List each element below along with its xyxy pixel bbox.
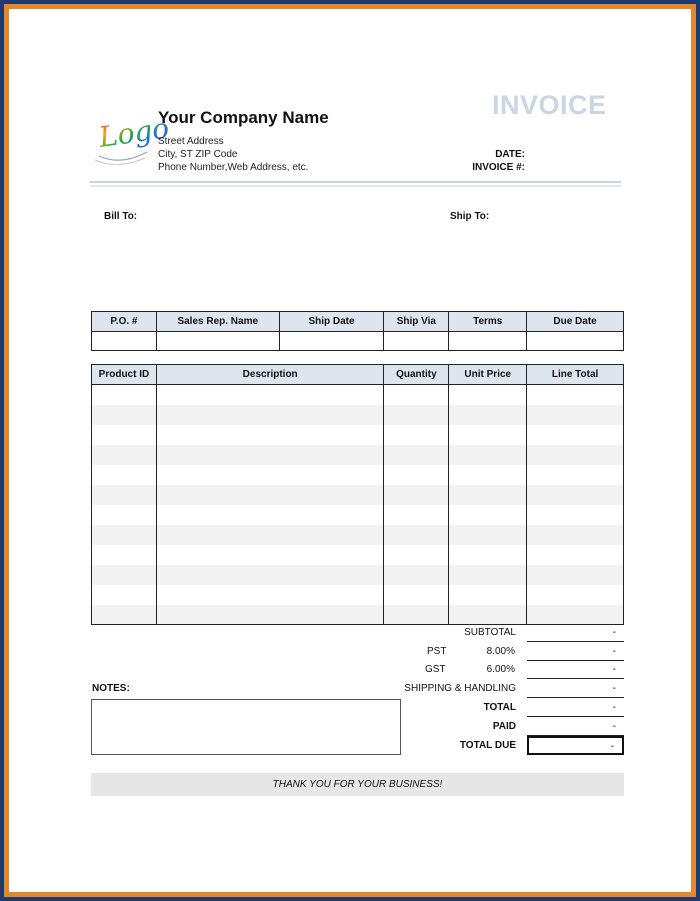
ship-date-cell[interactable]: [279, 332, 384, 351]
line-item-cell[interactable]: [527, 545, 624, 565]
po-cell[interactable]: [92, 332, 157, 351]
line-item-cell[interactable]: [92, 605, 157, 625]
ship-to-label: Ship To:: [450, 211, 490, 222]
gst-label: GST: [425, 664, 446, 675]
line-total-header: Line Total: [527, 365, 624, 385]
terms-cell[interactable]: [449, 332, 527, 351]
line-item-cell[interactable]: [92, 425, 157, 445]
line-item-cell[interactable]: [156, 585, 384, 605]
subtotal-label: SUBTOTAL: [464, 627, 516, 638]
line-item-cell[interactable]: [449, 565, 527, 585]
line-item-cell[interactable]: [384, 545, 449, 565]
pst-value[interactable]: -: [527, 643, 624, 661]
ship-via-header: Ship Via: [384, 312, 449, 332]
unit-price-header: Unit Price: [449, 365, 527, 385]
line-item-cell[interactable]: [156, 405, 384, 425]
due-date-header: Due Date: [527, 312, 624, 332]
total-due-value[interactable]: -: [527, 736, 624, 755]
due-date-cell[interactable]: [527, 332, 624, 351]
line-item-cell[interactable]: [527, 605, 624, 625]
ship-via-cell[interactable]: [384, 332, 449, 351]
sales-rep-cell[interactable]: [156, 332, 279, 351]
line-item-cell[interactable]: [92, 385, 157, 405]
thank-you-banner: THANK YOU FOR YOUR BUSINESS!: [91, 773, 624, 796]
line-item-row: [92, 445, 624, 465]
line-item-cell[interactable]: [449, 545, 527, 565]
line-item-cell[interactable]: [384, 485, 449, 505]
subtotal-value[interactable]: -: [527, 624, 624, 642]
line-item-cell[interactable]: [156, 505, 384, 525]
line-item-row: [92, 525, 624, 545]
invoice-number-label: INVOICE #:: [472, 162, 525, 173]
line-item-row: [92, 545, 624, 565]
line-item-cell[interactable]: [384, 565, 449, 585]
line-item-cell[interactable]: [92, 525, 157, 545]
line-item-cell[interactable]: [527, 565, 624, 585]
line-item-cell[interactable]: [527, 505, 624, 525]
line-item-cell[interactable]: [449, 465, 527, 485]
line-item-row: [92, 565, 624, 585]
line-item-cell[interactable]: [384, 465, 449, 485]
line-items-header-row: [92, 365, 624, 385]
notes-label: NOTES:: [92, 683, 130, 694]
line-item-cell[interactable]: [527, 585, 624, 605]
line-item-cell[interactable]: [156, 605, 384, 625]
line-item-cell[interactable]: [527, 405, 624, 425]
po-header: P.O. #: [92, 312, 157, 332]
line-item-cell[interactable]: [156, 445, 384, 465]
line-item-cell[interactable]: [527, 485, 624, 505]
line-item-cell[interactable]: [527, 385, 624, 405]
total-value[interactable]: -: [527, 699, 624, 717]
shipping-label: SHIPPING & HANDLING: [404, 683, 516, 694]
line-item-cell[interactable]: [449, 485, 527, 505]
total-due-label: TOTAL DUE: [459, 740, 516, 751]
line-item-cell[interactable]: [449, 525, 527, 545]
logo-text: Logo: [96, 111, 171, 154]
line-item-cell[interactable]: [92, 485, 157, 505]
paid-value[interactable]: -: [527, 718, 624, 736]
line-item-row: [92, 485, 624, 505]
line-item-cell[interactable]: [92, 465, 157, 485]
line-item-cell[interactable]: [156, 465, 384, 485]
line-item-cell[interactable]: [449, 425, 527, 445]
line-item-row: [92, 585, 624, 605]
line-item-cell[interactable]: [92, 505, 157, 525]
line-item-row: [92, 405, 624, 425]
line-item-cell[interactable]: [92, 545, 157, 565]
line-item-cell[interactable]: [156, 545, 384, 565]
order-info-table: [91, 311, 624, 351]
product-id-header: Product ID: [92, 365, 157, 385]
line-item-cell[interactable]: [449, 605, 527, 625]
invoice-title: INVOICE: [492, 90, 607, 120]
line-item-cell[interactable]: [384, 405, 449, 425]
pst-label: PST: [427, 646, 447, 657]
city-state-zip: City, ST ZIP Code: [158, 149, 238, 160]
gst-value[interactable]: -: [527, 661, 624, 679]
pst-rate: 8.00%: [486, 646, 515, 657]
line-item-row: [92, 605, 624, 625]
description-header: Description: [156, 365, 384, 385]
contact-info: Phone Number,Web Address, etc.: [158, 162, 309, 173]
header-divider: [90, 181, 621, 183]
line-item-cell[interactable]: [449, 585, 527, 605]
gst-rate: 6.00%: [486, 664, 515, 675]
shipping-value[interactable]: -: [527, 680, 624, 698]
line-item-cell[interactable]: [156, 485, 384, 505]
bill-to-label: Bill To:: [104, 211, 138, 222]
line-item-row: [92, 465, 624, 485]
line-item-cell[interactable]: [449, 445, 527, 465]
line-item-cell[interactable]: [156, 425, 384, 445]
line-item-cell[interactable]: [384, 425, 449, 445]
line-item-cell[interactable]: [156, 565, 384, 585]
company-name: Your Company Name: [158, 108, 329, 127]
line-item-cell[interactable]: [527, 525, 624, 545]
sales-rep-header: Sales Rep. Name: [156, 312, 279, 332]
line-item-cell[interactable]: [449, 405, 527, 425]
street-address: Street Address: [158, 136, 224, 147]
line-item-cell[interactable]: [156, 525, 384, 545]
line-item-cell[interactable]: [92, 565, 157, 585]
line-item-cell[interactable]: [384, 445, 449, 465]
line-item-cell[interactable]: [527, 445, 624, 465]
header-divider-secondary: [90, 185, 621, 187]
line-item-cell[interactable]: [92, 585, 157, 605]
line-item-cell[interactable]: [449, 505, 527, 525]
line-item-row: [92, 425, 624, 445]
date-label: DATE:: [495, 149, 525, 160]
line-item-cell[interactable]: [384, 505, 449, 525]
paid-label: PAID: [492, 721, 516, 732]
line-item-cell[interactable]: [92, 405, 157, 425]
line-item-cell[interactable]: [384, 525, 449, 545]
company-logo: [93, 100, 171, 170]
ship-date-header: Ship Date: [279, 312, 384, 332]
line-item-cell[interactable]: [384, 605, 449, 625]
order-info-header-row: [92, 312, 624, 332]
line-item-cell[interactable]: [527, 425, 624, 445]
order-info-row: [92, 332, 624, 351]
line-item-cell[interactable]: [527, 465, 624, 485]
line-item-row: [92, 385, 624, 405]
line-item-cell[interactable]: [156, 385, 384, 405]
total-label: TOTAL: [483, 702, 516, 713]
line-item-cell[interactable]: [384, 585, 449, 605]
line-item-cell[interactable]: [92, 445, 157, 465]
line-item-cell[interactable]: [449, 385, 527, 405]
line-item-row: [92, 505, 624, 525]
quantity-header: Quantity: [384, 365, 449, 385]
notes-box[interactable]: [91, 699, 401, 755]
line-items-table: [91, 364, 624, 625]
terms-header: Terms: [449, 312, 527, 332]
line-item-cell[interactable]: [384, 385, 449, 405]
